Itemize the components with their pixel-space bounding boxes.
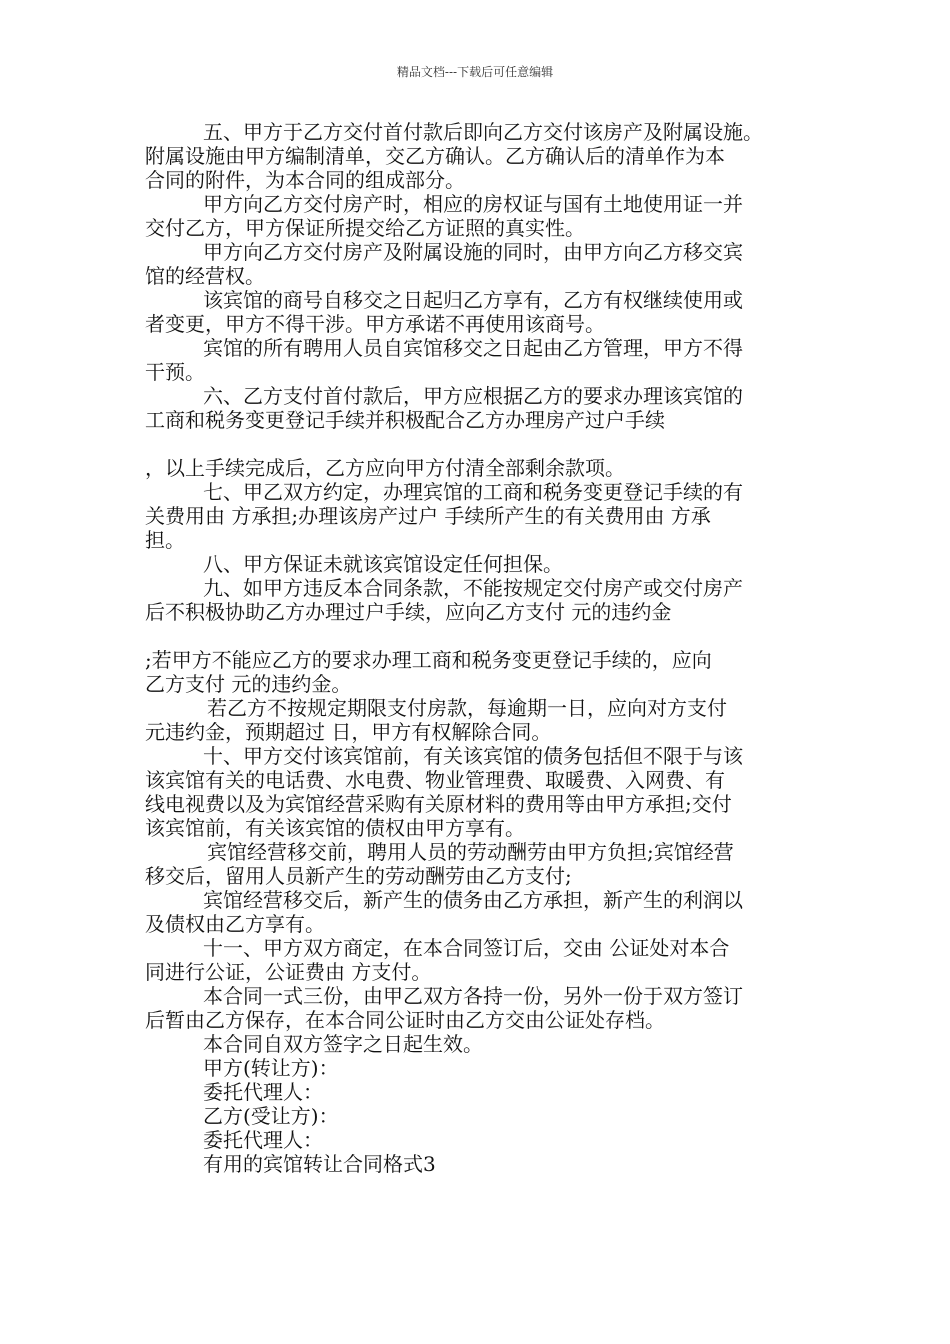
text-line: 乙方支付 元的违约金。 [145,672,352,696]
signature-line-agent-b: 委托代理人： [203,1128,323,1152]
signature-line-party-b: 乙方(受让方)： [203,1104,339,1128]
text-line: 甲方向乙方交付房产时，相应的房权证与国有土地使用证一并 [203,192,743,216]
text-line: 该宾馆前，有关该宾馆的债权由甲方享有。 [145,816,525,840]
text-line: ，以上手续完成后，乙方应向甲方付清全部剩余款项。 [145,456,625,480]
text-line: 关费用由 方承担;办理该房产过户 手续所产生的有关费用由 方承 [145,504,711,528]
text-line: 附属设施由甲方编制清单，交乙方确认。乙方确认后的清单作为本 [145,144,725,168]
document-body [145,120,810,1176]
text-line: 者变更，甲方不得干涉。甲方承诺不再使用该商号。 [145,312,605,336]
text-line: 本合同一式三份，由甲乙双方各持一份，另外一份于双方签订 [203,984,743,1008]
text-line: 宾馆经营移交前，聘用人员的劳动酬劳由甲方负担;宾馆经营 [207,840,734,864]
text-line: 本合同自双方签字之日起生效。 [203,1032,483,1056]
text-line: 交付乙方，甲方保证所提交给乙方证照的真实性。 [145,216,585,240]
page-header: 精品文档---下载后可任意编辑 [396,65,554,79]
text-line: 干预。 [145,360,205,384]
text-line: 工商和税务变更登记手续并积极配合乙方办理房产过户手续 [145,408,665,432]
text-line: 馆的经营权。 [145,264,265,288]
text-line: 甲方向乙方交付房产及附属设施的同时，由甲方向乙方移交宾 [203,240,743,264]
text-line: 该宾馆有关的电话费、水电费、物业管理费、取暖费、入网费、有 [145,768,725,792]
text-line: 六、乙方支付首付款后，甲方应根据乙方的要求办理该宾馆的 [203,384,743,408]
text-line: 后暂由乙方保存，在本合同公证时由乙方交由公证处存档。 [145,1008,665,1032]
text-line: 宾馆的所有聘用人员自宾馆移交之日起由乙方管理，甲方不得 [203,336,743,360]
text-line: 移交后，留用人员新产生的劳动酬劳由乙方支付; [145,864,572,888]
text-line: 十、甲方交付该宾馆前，有关该宾馆的债务包括但不限于与该 [203,744,743,768]
text-line: 后不积极协助乙方办理过户手续，应向乙方支付 元的违约金 [145,600,672,624]
text-line: 同进行公证，公证费由 方支付。 [145,960,432,984]
signature-line-agent-a: 委托代理人： [203,1080,323,1104]
text-line: 九、如甲方违反本合同条款，不能按规定交付房产或交付房产 [203,576,743,600]
text-line: 八、甲方保证未就该宾馆设定任何担保。 [203,552,563,576]
text-line: 线电视费以及为宾馆经营采购有关原材料的费用等由甲方承担;交付 [145,792,732,816]
signature-line-party-a: 甲方(转让方)： [203,1056,339,1080]
text-line: 五、甲方于乙方交付首付款后即向乙方交付该房产及附属设施。 [203,120,763,144]
text-line: 宾馆经营移交后，新产生的债务由乙方承担，新产生的利润以 [203,888,743,912]
blank-line [145,624,810,648]
text-line: 及债权由乙方享有。 [145,912,325,936]
text-line: 担。 [145,528,185,552]
blank-line [145,432,810,456]
text-line: 若乙方不按规定期限支付房款，每逾期一日，应向对方支付 [207,696,727,720]
text-line: 合同的附件，为本合同的组成部分。 [145,168,465,192]
text-line: 七、甲乙双方约定，办理宾馆的工商和税务变更登记手续的有 [203,480,743,504]
section-title: 有用的宾馆转让合同格式3 [203,1152,436,1176]
text-line: 十一、甲方双方商定，在本合同签订后，交由 公证处对本合 [203,936,730,960]
text-line: 该宾馆的商号自移交之日起归乙方享有，乙方有权继续使用或 [203,288,743,312]
text-line: 元违约金，预期超过 日，甲方有权解除合同。 [145,720,552,744]
text-line: ;若甲方不能应乙方的要求办理工商和税务变更登记手续的，应向 [145,648,712,672]
